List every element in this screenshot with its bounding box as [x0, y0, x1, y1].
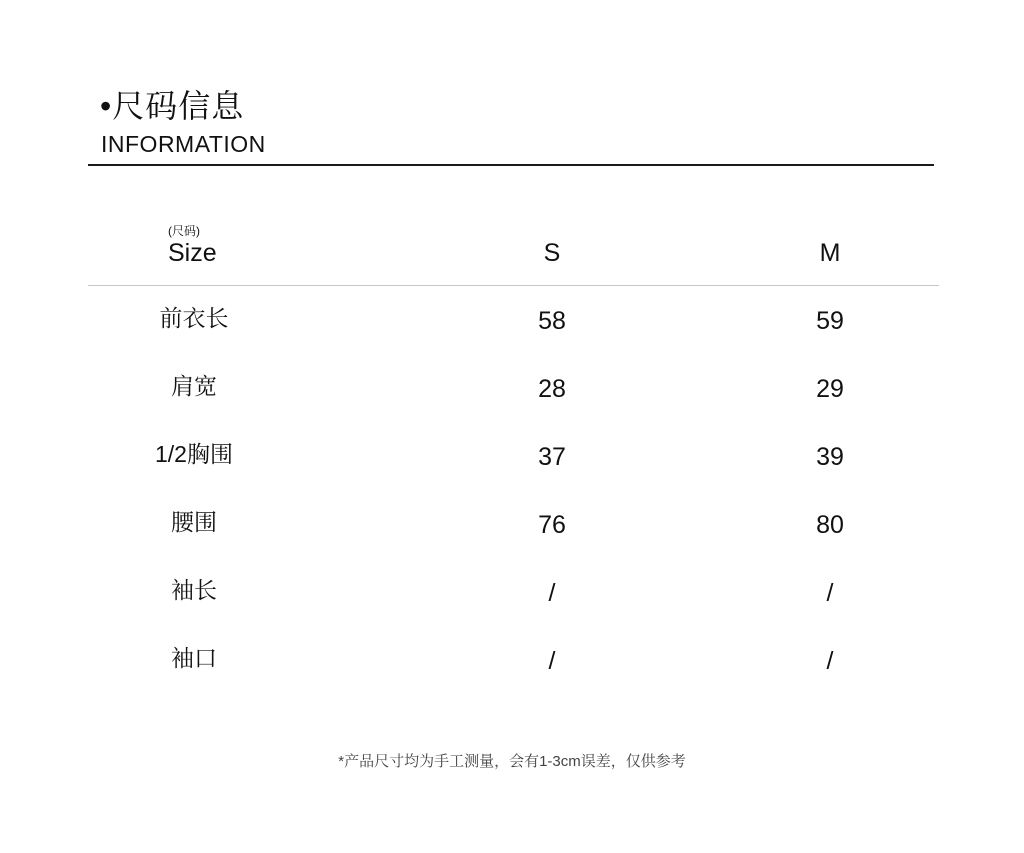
table-row: [0, 576, 1024, 610]
section-subtitle: INFORMATION: [101, 131, 266, 157]
table-row: [0, 440, 1024, 474]
row-value-s: 37: [538, 443, 566, 471]
table-row: [0, 304, 1024, 338]
row-value-s: 76: [538, 511, 566, 539]
table-row: [0, 508, 1024, 542]
row-value-s: 58: [538, 307, 566, 335]
row-label: 1/2胸围: [155, 441, 233, 467]
row-value-s: 28: [538, 375, 566, 403]
row-value-s: /: [548, 647, 556, 675]
header-divider: [88, 164, 934, 166]
column-header-s: S: [543, 239, 561, 267]
table-header-divider: [88, 285, 939, 286]
row-label: 袖口: [171, 645, 217, 671]
row-label: 肩宽: [171, 373, 217, 399]
column-header-m: M: [819, 239, 841, 267]
row-label: 腰围: [171, 509, 217, 535]
row-label: 袖长: [171, 577, 217, 603]
row-value-m: /: [826, 647, 834, 675]
row-value-m: /: [826, 579, 834, 607]
table-row: [0, 372, 1024, 406]
row-value-m: 80: [816, 511, 844, 539]
size-note-label: (尺码): [168, 224, 200, 238]
row-value-m: 59: [816, 307, 844, 335]
section-title: •尺码信息: [100, 88, 245, 124]
row-value-m: 39: [816, 443, 844, 471]
measurement-disclaimer: *产品尺寸均为手工测量，会有1-3cm误差，仅供参考: [338, 753, 686, 770]
column-header-size: Size: [168, 239, 217, 267]
row-label: 前衣长: [159, 305, 229, 331]
row-value-s: /: [548, 579, 556, 607]
row-value-m: 29: [816, 375, 844, 403]
table-row: [0, 644, 1024, 678]
